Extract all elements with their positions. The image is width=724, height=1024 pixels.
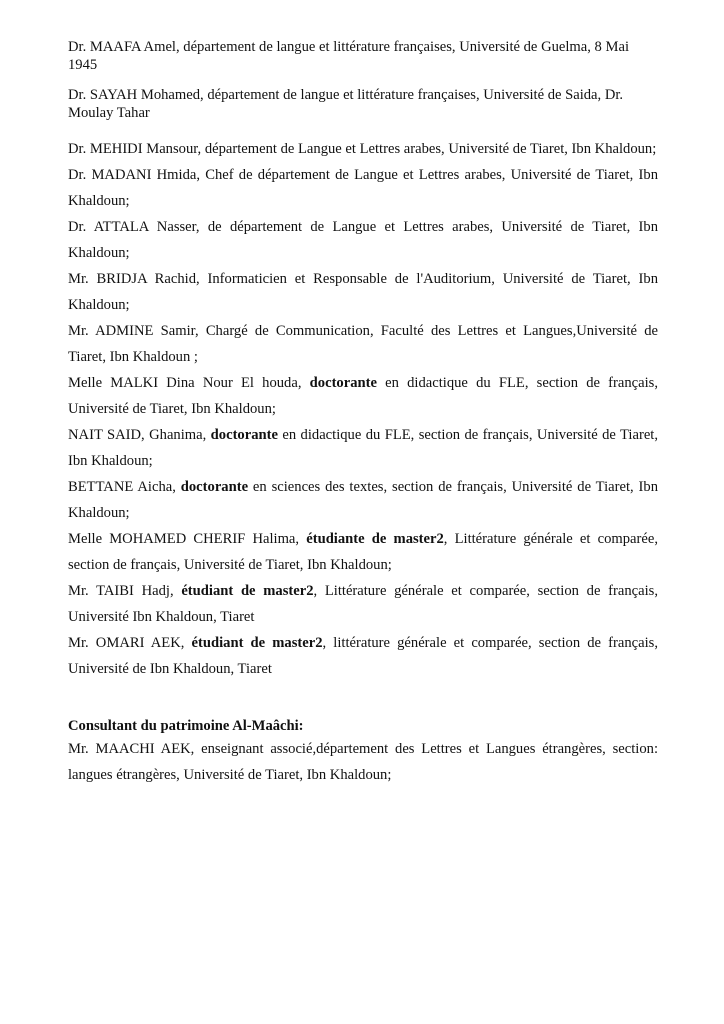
entry-mohamed-cherif-status: étudiante de master2 xyxy=(306,531,444,547)
entry-mohamed-cherif xyxy=(68,526,658,578)
entry-taibi-detail: , Littérature générale et comparée, section de français, Université Ibn Khaldoun, Tiaret xyxy=(68,583,658,625)
entry-taibi xyxy=(68,578,658,630)
entry-bettane-detail: en sciences des textes, section de français, Université de Tiaret, Ibn Khaldoun; xyxy=(68,479,658,521)
entry-mehidi: Dr. MEHIDI Mansour, département de Langue et Lettres arabes, Université de Tiaret, Ibn Khaldoun; xyxy=(68,141,657,157)
entry-omari-name: Mr. OMARI AEK, xyxy=(68,635,192,651)
entry-malki-status: doctorante xyxy=(309,375,377,391)
entry-mohamed-cherif-detail: , Littérature générale et comparée, section de français, Université de Tiaret, Ibn Khaldoun; xyxy=(68,531,658,573)
entry-maafa: Dr. MAAFA Amel, département de langue et littérature françaises, Université de Guelma, 8 Mai 1945 xyxy=(68,39,630,73)
entry-taibi-name: Mr. TAIBI Hadj, xyxy=(68,583,182,599)
entry-omari-status: étudiant de master2 xyxy=(191,635,323,651)
entry-maachi: Mr. MAACHI AEK, enseignant associé,département des Lettres et Langues étrangères, section: langues étrangères, Université de Tiaret, Ibn Khaldoun; xyxy=(68,741,658,783)
entry-bettane-status: doctorante xyxy=(180,479,249,495)
entry-nait-said xyxy=(68,422,658,474)
entry-attala: Dr. ATTALA Nasser, de département de Langue et Lettres arabes, Université de Tiaret, Ibn Khaldoun; xyxy=(68,219,658,261)
entry-sayah: Dr. SAYAH Mohamed, département de langue et littérature françaises, Université de Saida, Dr. Moulay Tahar xyxy=(68,87,624,121)
entry-nait-said-name: NAIT SAID, Ghanima, xyxy=(68,427,211,443)
entry-admine: Mr. ADMINE Samir, Chargé de Communication, Faculté des Lettres et Langues,Université de Tiaret, Ibn Khaldoun ; xyxy=(68,323,658,365)
entry-nait-said-detail: en didactique du FLE, section de français, Université de Tiaret, Ibn Khaldoun; xyxy=(68,427,658,469)
entry-bettane-name: BETTANE Aicha, xyxy=(68,479,181,495)
entry-nait-said-status: doctorante xyxy=(210,427,278,443)
document-page xyxy=(68,38,658,788)
entry-bridja: Mr. BRIDJA Rachid, Informaticien et Responsable de l'Auditorium, Université de Tiaret, Ibn Khaldoun; xyxy=(68,271,658,313)
entry-bettane xyxy=(68,474,658,526)
entry-malki-detail: en didactique du FLE, section de français, Université de Tiaret, Ibn Khaldoun; xyxy=(68,375,658,417)
entry-madani: Dr. MADANI Hmida, Chef de département de Langue et Lettres arabes, Université de Tiaret, Ibn Khaldoun; xyxy=(68,167,658,209)
entry-taibi-status: étudiant de master2 xyxy=(181,583,314,599)
entry-mohamed-cherif-name: Melle MOHAMED CHERIF Halima, xyxy=(68,531,307,547)
entry-omari-detail: , littérature générale et comparée, section de français, Université de Ibn Khaldoun, Tiaret xyxy=(68,635,658,677)
entry-malki xyxy=(68,370,658,422)
entry-omari xyxy=(68,630,658,682)
entry-malki-name: Melle MALKI Dina Nour El houda, xyxy=(68,375,310,391)
consultant-section-title: Consultant du patrimoine Al-Maâchi: xyxy=(68,718,304,734)
